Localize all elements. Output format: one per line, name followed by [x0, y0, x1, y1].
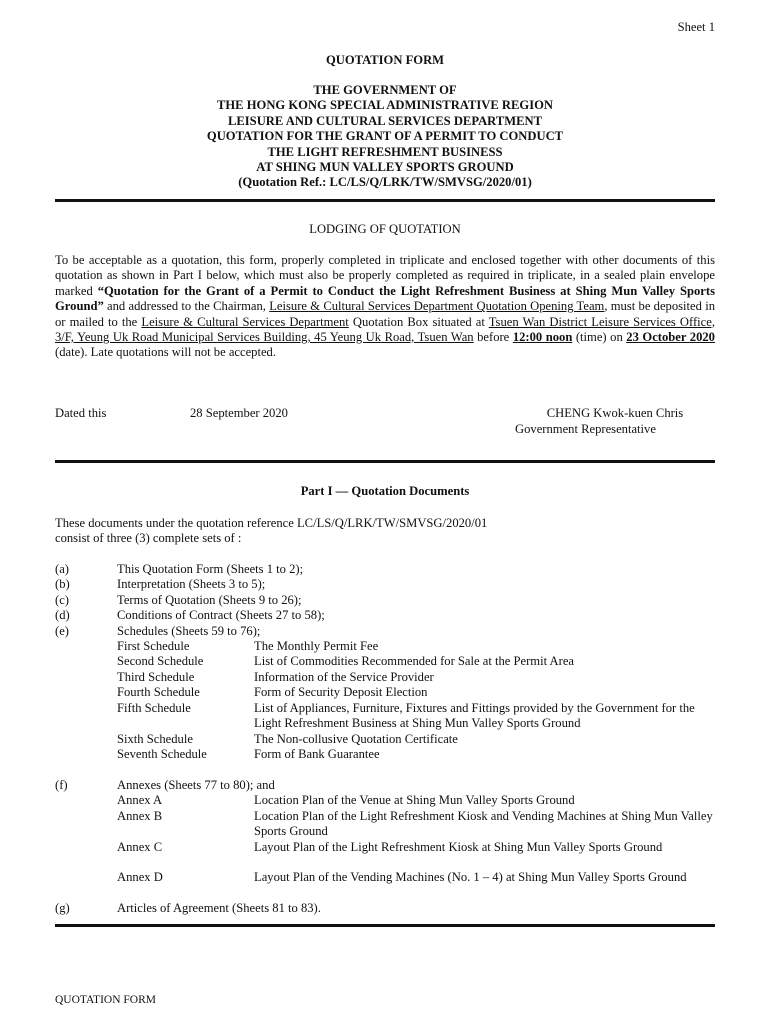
divider — [55, 199, 715, 202]
part1-intro: These documents under the quotation reference LC/LS/Q/LRK/TW/SMVSG/2020/01 — [55, 516, 488, 530]
dated-date: 28 September 2020 — [190, 406, 288, 420]
representative-name: CHENG Kwok-kuen Chris — [546, 406, 684, 420]
header-block — [55, 83, 715, 191]
part1-intro: consist of three (3) complete sets of : — [55, 531, 242, 545]
divider — [55, 924, 715, 927]
schedule-name: Fifth Schedule — [117, 701, 191, 715]
item-text: Annexes (Sheets 77 to 80); and — [117, 778, 275, 792]
lodging-paragraph: To be acceptable as a quotation, this form, properly completed in triplicate and enclosed together with other documents of this quotation as shown in Part I below, which must also be properly completed as required in triplicate, in a sealed plain envelope marked “Quotation for the Grant of a Permit to Conduct the Light Refreshment Business at Shing Mun Valley Sports Ground” and addressed to the Chairman, Leisure & Cultural Services Department Quotation Opening Team, must be deposited in or mailed to the Leisure & Cultural Services Department Quotation Box situated at Tsuen Wan District Leisure Services Office, 3/F, Yeung Uk Road Municipal Services Building, 45 Yeung Uk Road, Tsuen Wan before 12:00 noon (time) on 23 October 2020 (date). Late quotations will not be accepted. — [55, 253, 716, 360]
item-key: (f) — [55, 778, 68, 792]
schedule-desc: List of Appliances, Furniture, Fixtures and Fittings provided by the Government for the Light Refreshment Business at Shing Mun Valley Sports Ground — [254, 701, 695, 731]
item-key: (a) — [55, 562, 69, 576]
item-key: (b) — [55, 577, 70, 591]
dated-label: Dated this — [55, 406, 107, 420]
annex-name: Annex C — [117, 840, 163, 854]
header-line: THE HONG KONG SPECIAL ADMINISTRATIVE REGION — [216, 98, 553, 113]
schedule-name: Third Schedule — [117, 670, 195, 684]
schedule-desc: Information of the Service Provider — [254, 670, 434, 684]
annex-name: Annex D — [117, 870, 163, 884]
schedule-name: Seventh Schedule — [117, 747, 207, 761]
schedule-desc: The Monthly Permit Fee — [254, 639, 379, 653]
schedule-name: Fourth Schedule — [117, 685, 200, 699]
item-text: This Quotation Form (Sheets 1 to 2); — [117, 562, 304, 576]
header-line: THE GOVERNMENT OF — [313, 83, 457, 97]
item-text: Articles of Agreement (Sheets 81 to 83). — [117, 901, 321, 915]
item-text: Interpretation (Sheets 3 to 5); — [117, 577, 266, 591]
annex-name: Annex B — [117, 809, 163, 823]
schedule-desc: List of Commodities Recommended for Sale at the Permit Area — [254, 654, 575, 668]
envelope-marking: “Quotation for the Grant of a Permit to Conduct the Light Refreshment Business at Shing Mun Valley Sports Ground” — [55, 283, 715, 314]
opening-team: Leisure & Cultural Services Department Quotation Opening Team — [269, 299, 605, 314]
quotation-ref: (Quotation Ref.: LC/LS/Q/LRK/TW/SMVSG/2020/01) — [238, 175, 532, 190]
schedule-desc: Form of Bank Guarantee — [254, 747, 380, 761]
annex-desc: Layout Plan of the Vending Machines (No. 1 – 4) at Shing Mun Valley Sports Ground — [254, 870, 687, 884]
annex-name: Annex A — [117, 793, 163, 807]
item-key: (g) — [55, 901, 70, 915]
form-title: QUOTATION FORM — [325, 53, 445, 67]
box-address: Tsuen Wan District Leisure Services Office, 3/F, Yeung Uk Road Municipal Services Building, 45 Yeung Uk Road, Tsuen Wan — [55, 314, 715, 345]
schedule-desc: The Non-collusive Quotation Certificate — [254, 732, 458, 746]
item-key: (e) — [55, 624, 69, 638]
deadline-date: 23 October 2020 — [626, 330, 715, 345]
item-text: Terms of Quotation (Sheets 9 to 26); — [117, 593, 302, 607]
header-line: THE LIGHT REFRESHMENT BUSINESS — [267, 144, 503, 159]
schedule-desc: Form of Security Deposit Election — [254, 685, 428, 699]
annex-desc: Layout Plan of the Light Refreshment Kiosk at Shing Mun Valley Sports Ground — [254, 840, 663, 854]
item-key: (d) — [55, 608, 70, 622]
header-line: QUOTATION FOR THE GRANT OF A PERMIT TO CONDUCT — [206, 129, 564, 144]
annex-desc: Location Plan of the Light Refreshment Kiosk and Vending Machines at Shing Mun Valley Sports Ground — [254, 809, 713, 839]
divider — [55, 460, 715, 463]
annex-desc: Location Plan of the Venue at Shing Mun Valley Sports Ground — [254, 793, 575, 807]
item-text: Conditions of Contract (Sheets 27 to 58); — [117, 608, 325, 622]
schedule-name: Second Schedule — [117, 654, 204, 668]
lodging-heading: LODGING OF QUOTATION — [309, 222, 461, 236]
schedule-name: Sixth Schedule — [117, 732, 193, 746]
item-key: (c) — [55, 593, 69, 607]
schedule-name: First Schedule — [117, 639, 190, 653]
representative-title: Government Representative — [515, 422, 656, 436]
deadline-time: 12:00 noon — [512, 330, 573, 345]
header-line: AT SHING MUN VALLEY SPORTS GROUND — [256, 160, 514, 175]
footer-label: QUOTATION FORM — [55, 994, 156, 1006]
box-department: Leisure & Cultural Services Department — [141, 314, 349, 329]
sheet-label: Sheet 1 — [677, 20, 715, 34]
header-line: LEISURE AND CULTURAL SERVICES DEPARTMENT — [227, 113, 543, 128]
item-text: Schedules (Sheets 59 to 76); — [117, 624, 261, 638]
part1-heading: Part I — Quotation Documents — [300, 484, 470, 498]
